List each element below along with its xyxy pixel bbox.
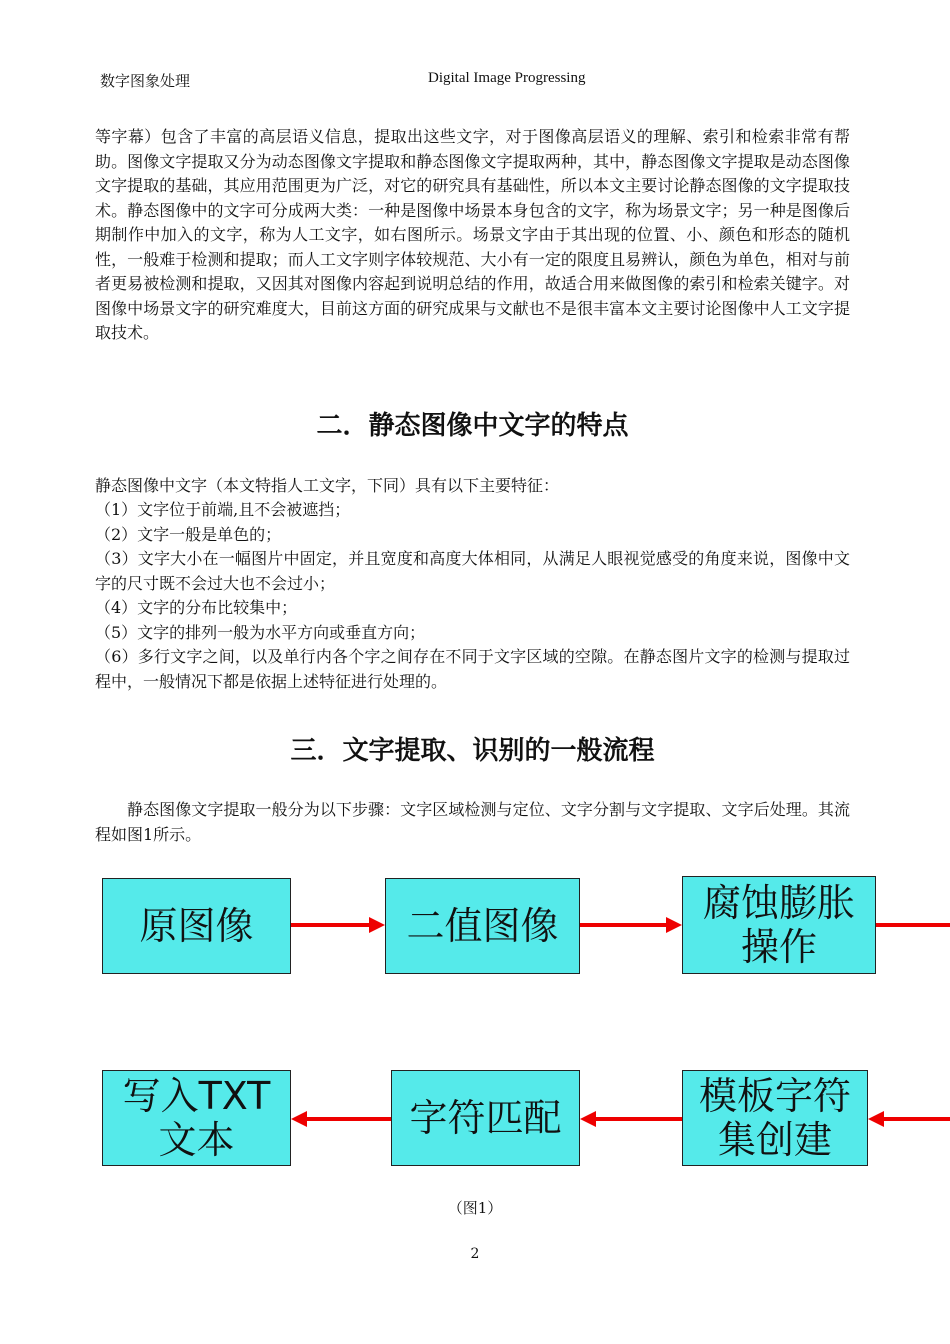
arrow-right-icon [876, 913, 950, 937]
flow-box-char-match: 字符匹配 [391, 1070, 580, 1166]
flow-box-erosion-dilation: 腐蚀膨胀 操作 [682, 876, 876, 974]
flow-box-template-set: 模板字符 集创建 [682, 1070, 868, 1166]
list-item: （2）文字一般是单色的； [95, 524, 282, 544]
flow-box-original-image: 原图像 [102, 878, 291, 974]
page-number: 2 [470, 1246, 480, 1262]
section3-paragraph: 静态图像文字提取一般分为以下步骤：文字区域检测与定位、文字分割与文字提取、文字后处理。其流程如图1所示。 [95, 800, 850, 844]
arrow-right-icon [291, 913, 385, 937]
header-left: 数字图象处理 [100, 72, 191, 90]
list-item: （4）文字的分布比较集中； [95, 598, 298, 617]
arrow-left-icon [868, 1107, 950, 1131]
intro-paragraph: 等字幕）包含了丰富的高层语义信息，提取出这些文字，对于图像高层语义的理解、索引和检索非常有帮助。图像文字提取又分为动态图像文字提取和静态图像文字提取两种，其中，静态图像文字提取是动态图像文字提取的基础，其应用范围更为广泛，对它的研究具有基础性，所以本文主要讨论静态图像的文字提取技术。静态图像中的文字可分成两大类：一种是图像中场景本身包含的文字，称为场景文字；另一种是图像后期制作中加入的文字，称为人工文字，如右图所示。场景文字由于其出现的位置、小、颜色和形态的随机性，一般难于检测和提取；而人工文字则字体较规范、大小有一定的限度且易辨认，颜色为单色，相对与前者更易被检测和提取，又因其对图像内容起到说明总结的作用，故适合用来做图像的索引和检索关键字。对图像中场景文字的研究难度大，目前这方面的研究成果与文献也不是很丰富本文主要讨论图像中人工文字提取技术。 [95, 127, 850, 342]
list-item: （3）文字大小在一幅图片中固定，并且宽度和高度大体相同，从满足人眼视觉感受的角度来说，图像中文字的尺寸既不会过大也不会过小； [95, 549, 850, 593]
arrow-right-icon [580, 913, 682, 937]
arrow-left-icon [580, 1107, 682, 1131]
header-right: Digital Image Progressing [428, 70, 586, 86]
list-item: （6）多行文字之间，以及单行内各个字之间存在不同于文字区域的空隙。在静态图片文字的检测与提取过程中，一般情况下都是依据上述特征进行处理的。 [95, 647, 850, 691]
section3-title: 三．文字提取、识别的一般流程 [290, 736, 655, 766]
figure-caption: （图1） [447, 1199, 503, 1217]
section2-title: 二．静态图像中文字的特点 [316, 411, 629, 441]
list-item: （1）文字位于前端,且不会被遮挡； [95, 500, 351, 519]
flow-box-binary-image: 二值图像 [385, 878, 580, 974]
arrow-left-icon [291, 1107, 391, 1131]
feature-list [95, 498, 850, 694]
section2-lead: 静态图像中文字（本文特指人工文字，下同）具有以下主要特征： [95, 476, 560, 495]
flow-box-write-txt: 写入TXT 文本 [102, 1070, 291, 1166]
list-item: （5）文字的排列一般为水平方向或垂直方向； [95, 622, 426, 642]
